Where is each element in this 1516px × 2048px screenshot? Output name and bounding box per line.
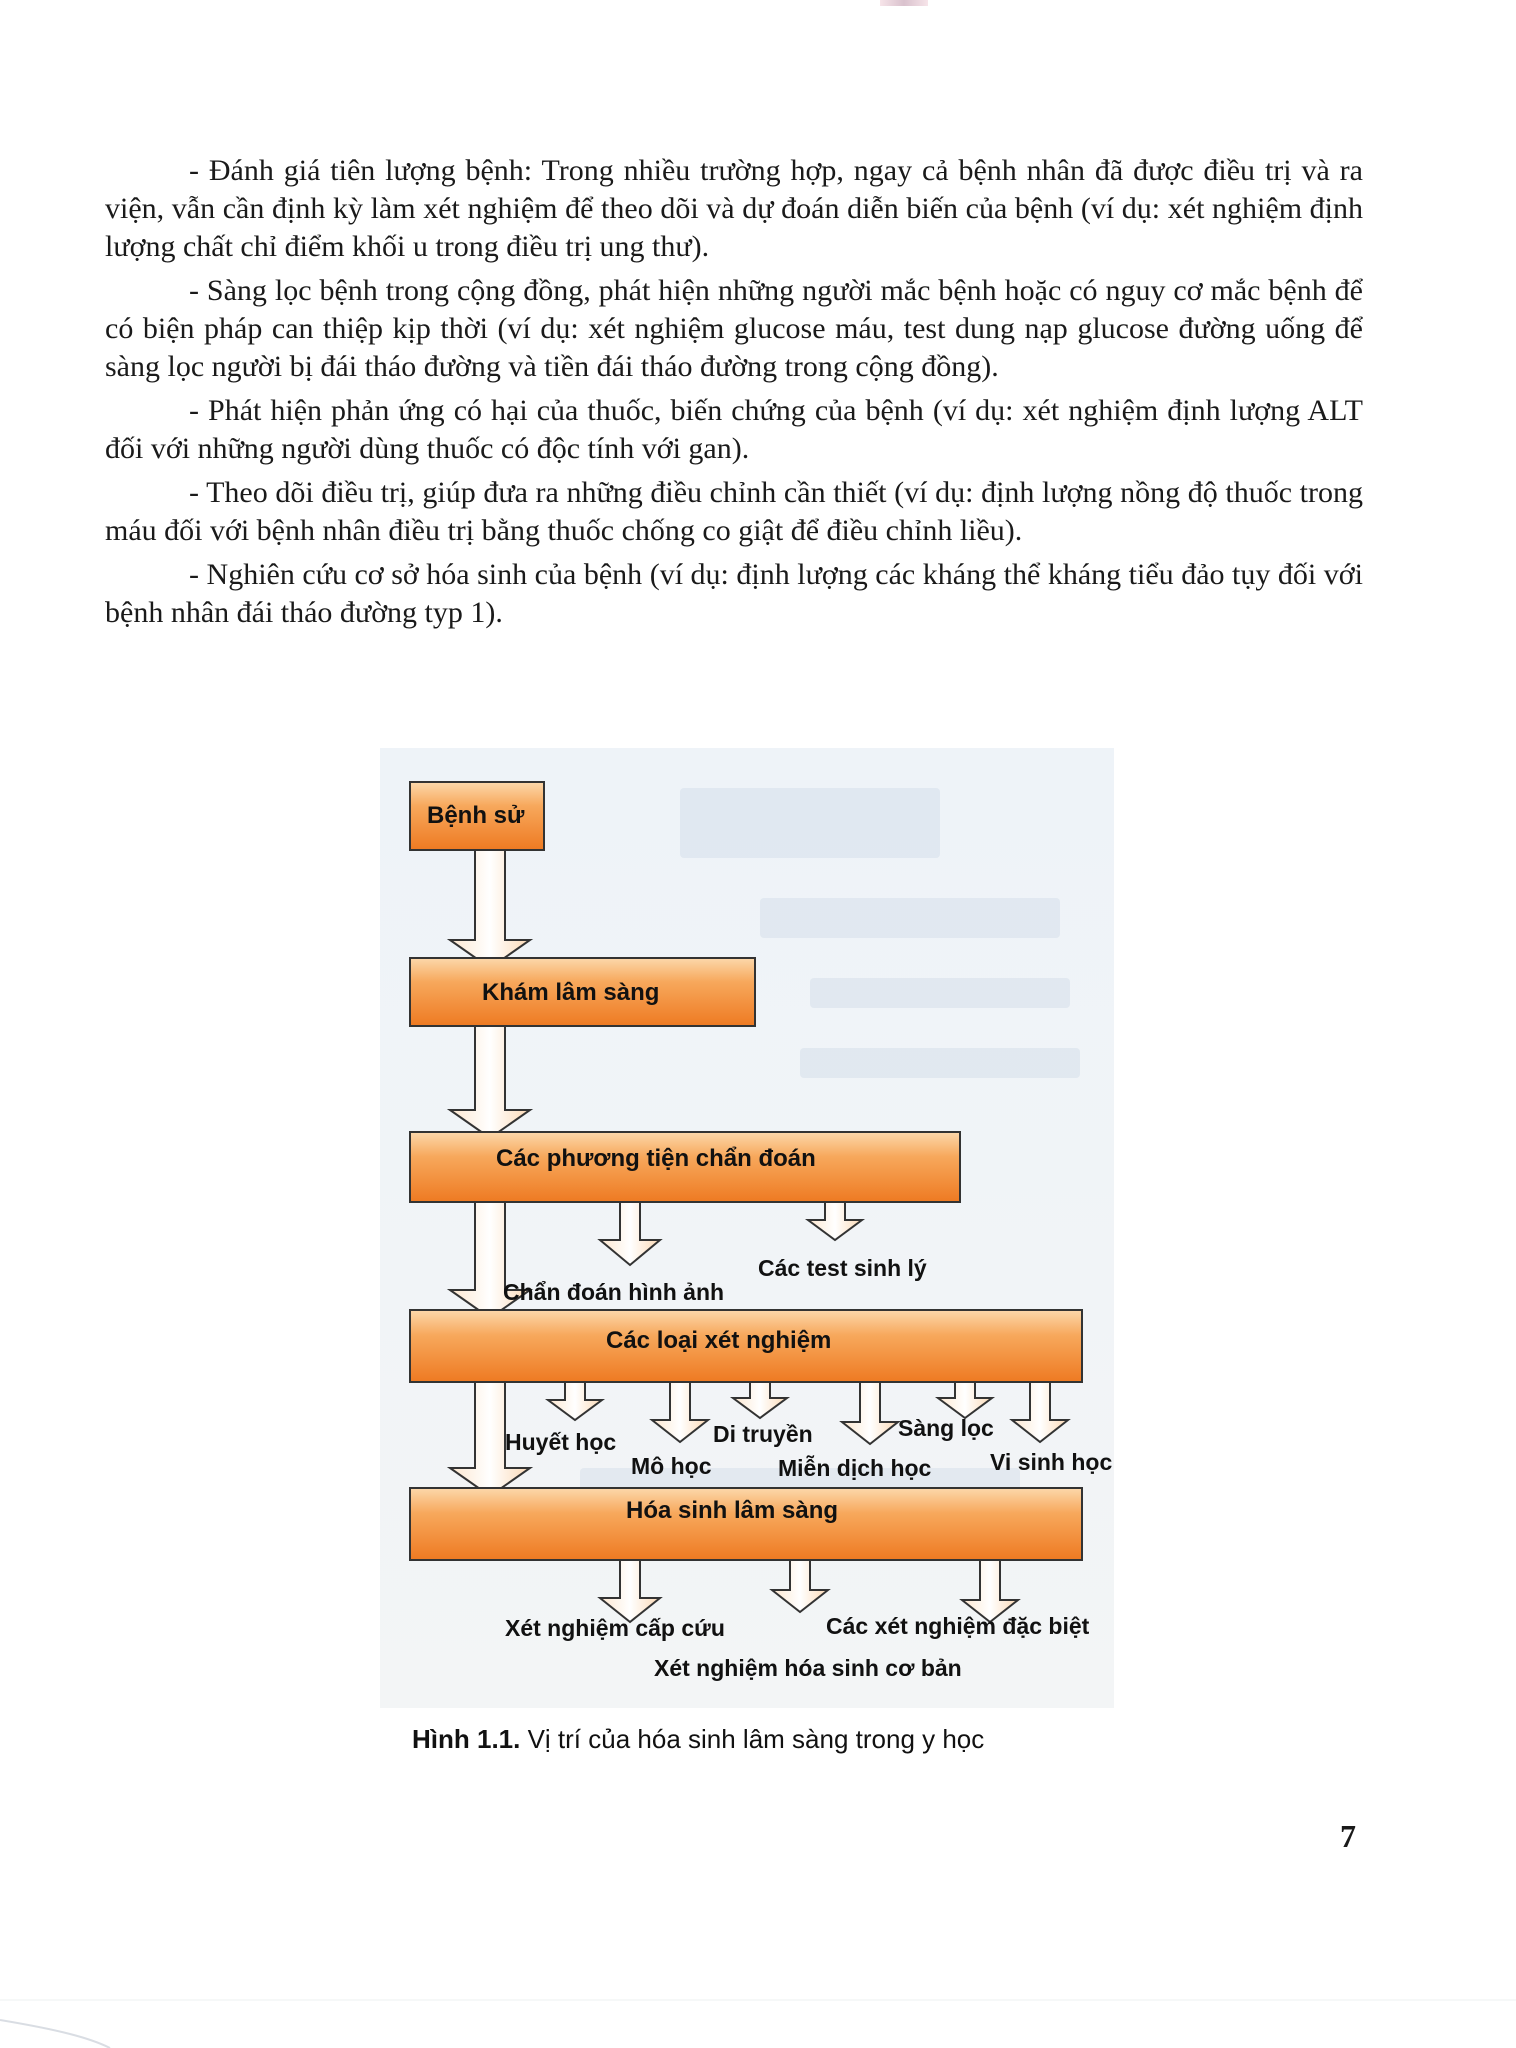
label-xn-dac-biet: Các xét nghiệm đặc biệt — [826, 1613, 1090, 1639]
scan-edge — [0, 1960, 1516, 2048]
label-mo-hoc: Mô học — [631, 1453, 712, 1479]
label-phuong-tien-chan-doan: Các phương tiện chẩn đoán — [496, 1145, 816, 1172]
paragraph-treatment-monitoring: - Theo dõi điều trị, giúp đưa ra những điều chỉnh cần thiết (ví dụ: định lượng nồng độ thuốc trong máu đối với bệnh nhân điều trị bằng thuốc chống co giật để điều chỉnh liều). — [105, 476, 1363, 547]
label-xn-co-ban: Xét nghiệm hóa sinh cơ bản — [654, 1655, 962, 1681]
figure-caption — [412, 1724, 984, 1755]
paragraph-prognosis: - Đánh giá tiên lượng bệnh: Trong nhiều trường hợp, ngay cả bệnh nhân đã được điều trị và ra viện, vẫn cần định kỳ làm xét nghiệm để theo dõi và dự đoán diễn biến của bệnh (ví dụ: xét nghiệm định lượng chất chỉ điểm khối u trong điều trị ung thư). — [105, 154, 1363, 263]
branch-arrow-physio — [808, 1202, 862, 1240]
branch-arrow-sang-loc — [938, 1382, 992, 1418]
page-number: 7 — [1340, 1818, 1356, 1854]
label-vi-sinh-hoc: Vi sinh học — [990, 1449, 1113, 1475]
caption-label: Hình 1.1. — [412, 1724, 521, 1754]
main-arrow-2 — [450, 1024, 530, 1138]
paragraph-adverse-effects: - Phát hiện phản ứng có hại của thuốc, biến chứng của bệnh (ví dụ: xét nghiệm định lượng ALT đối với những người dùng thuốc có độc tính với gan). — [105, 394, 1363, 465]
label-xn-cap-cuu: Xét nghiệm cấp cứu — [505, 1615, 725, 1641]
branch-arrow-imaging — [600, 1202, 660, 1265]
main-arrow-1 — [450, 848, 530, 968]
label-sang-loc: Sàng lọc — [898, 1415, 994, 1441]
label-huyet-hoc: Huyết học — [505, 1429, 617, 1455]
label-chan-doan-hinh-anh: Chẩn đoán hình ảnh — [503, 1279, 725, 1305]
label-mien-dich-hoc: Miễn dịch học — [778, 1455, 932, 1481]
branch-arrow-mo-hoc — [652, 1382, 708, 1442]
label-hoa-sinh-lam-sang: Hóa sinh lâm sàng — [626, 1497, 839, 1524]
paragraph-research: - Nghiên cứu cơ sở hóa sinh của bệnh (ví dụ: định lượng các kháng thể kháng tiểu đảo tụy đối với bệnh nhân đái tháo đường typ 1). — [105, 558, 1363, 629]
label-kham-lam-sang: Khám lâm sàng — [482, 979, 660, 1006]
branch-arrow-co-ban — [772, 1560, 828, 1612]
branch-arrow-vi-sinh — [1012, 1382, 1068, 1442]
label-test-sinh-ly: Các test sinh lý — [758, 1255, 927, 1281]
branch-arrow-di-truyen — [733, 1382, 787, 1418]
label-di-truyen: Di truyền — [713, 1421, 813, 1447]
label-loai-xet-nghiem: Các loại xét nghiệm — [606, 1327, 832, 1354]
branch-arrow-cap-cuu — [600, 1560, 660, 1622]
paragraph-screening: - Sàng lọc bệnh trong cộng đồng, phát hiện những người mắc bệnh hoặc có nguy cơ mắc bệnh để có biện pháp can thiệp kịp thời (ví dụ: xét nghiệm glucose máu, test dung nạp glucose đường uống để sàng lọc người bị đái tháo đường và tiền đái tháo đường trong cộng đồng). — [105, 274, 1363, 383]
branch-arrow-mien-dich — [842, 1382, 898, 1444]
caption-text: Vị trí của hóa sinh lâm sàng trong y học — [520, 1724, 985, 1754]
label-benh-su: Bệnh sử — [427, 802, 525, 829]
branch-arrow-huyet-hoc — [548, 1382, 602, 1420]
